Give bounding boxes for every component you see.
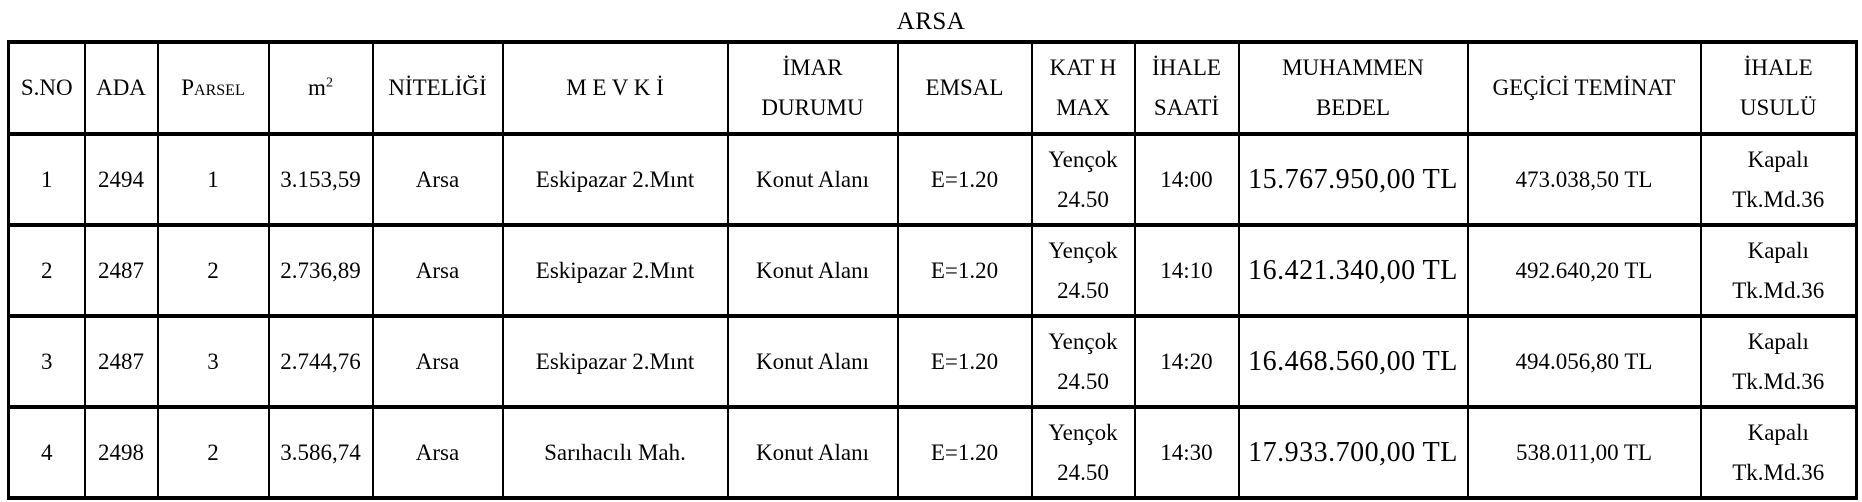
cell-mevki: Eskipazar 2.Mınt <box>503 225 728 316</box>
cell-m2: 3.153,59 <box>269 134 373 225</box>
cell-ada: 2494 <box>85 134 158 225</box>
cell-niteligi: Arsa <box>373 134 503 225</box>
cell-usul-line2: Tk.Md.36 <box>1732 186 1825 212</box>
col-header-imar-line2: DURUMU <box>761 95 864 120</box>
col-header-teminat-label: GEÇİCİ TEMİNAT <box>1492 75 1676 100</box>
cell-kat-h-max <box>1032 316 1135 407</box>
col-header-imar-durumu <box>728 42 898 134</box>
col-header-bedel-line2: BEDEL <box>1315 95 1391 120</box>
col-header-bedel-line1: MUHAMMEN <box>1282 55 1424 80</box>
cell-gecici-teminat: 494.056,80 TL <box>1468 316 1701 407</box>
cell-kat-line2: 24.50 <box>1057 186 1109 212</box>
cell-m2: 2.736,89 <box>269 225 373 316</box>
col-header-imar-line1: İMAR <box>782 55 843 80</box>
cell-usul-line2: Tk.Md.36 <box>1732 368 1825 394</box>
cell-parsel: 1 <box>158 134 269 225</box>
cell-kat-h-max <box>1032 407 1135 498</box>
col-header-m2-sup: 2 <box>325 75 333 91</box>
col-header-m2-label: m <box>308 75 326 100</box>
col-header-niteligi <box>373 42 503 134</box>
table-row <box>9 407 1857 498</box>
cell-kat-line1: Yençok <box>1048 419 1118 445</box>
cell-muhammen-bedel: 17.933.700,00 TL <box>1239 407 1468 498</box>
cell-ihale-usulu <box>1701 316 1857 407</box>
cell-usul-line1: Kapalı <box>1747 328 1809 354</box>
cell-mevki: Eskipazar 2.Mınt <box>503 134 728 225</box>
col-header-parsel <box>158 42 269 134</box>
col-header-niteligi-label: NİTELİĞİ <box>388 75 487 100</box>
cell-ada: 2498 <box>85 407 158 498</box>
col-header-kat-line1: KAT H <box>1049 55 1117 80</box>
cell-gecici-teminat: 473.038,50 TL <box>1468 134 1701 225</box>
col-header-mevki <box>503 42 728 134</box>
cell-muhammen-bedel: 16.468.560,00 TL <box>1239 316 1468 407</box>
cell-niteligi: Arsa <box>373 407 503 498</box>
cell-sno: 2 <box>9 225 85 316</box>
cell-usul-line2: Tk.Md.36 <box>1732 459 1825 485</box>
cell-ihale-saati: 14:10 <box>1135 225 1239 316</box>
col-header-parsel-label: Parsel <box>181 75 245 100</box>
cell-emsal: E=1.20 <box>898 407 1032 498</box>
cell-kat-line1: Yençok <box>1048 146 1118 172</box>
cell-kat-line2: 24.50 <box>1057 368 1109 394</box>
cell-ada: 2487 <box>85 225 158 316</box>
cell-ihale-usulu <box>1701 407 1857 498</box>
col-header-ada <box>85 42 158 134</box>
cell-imar-durumu: Konut Alanı <box>728 225 898 316</box>
table-row <box>9 225 1857 316</box>
cell-mevki: Eskipazar 2.Mınt <box>503 316 728 407</box>
col-header-kat-line2: MAX <box>1056 95 1110 120</box>
cell-kat-line2: 24.50 <box>1057 459 1109 485</box>
cell-usul-line2: Tk.Md.36 <box>1732 277 1825 303</box>
cell-imar-durumu: Konut Alanı <box>728 134 898 225</box>
cell-ihale-usulu <box>1701 225 1857 316</box>
cell-muhammen-bedel: 16.421.340,00 TL <box>1239 225 1468 316</box>
col-header-usul-line1: İHALE <box>1743 55 1813 80</box>
cell-usul-line1: Kapalı <box>1747 419 1809 445</box>
table-body <box>9 134 1857 498</box>
table-row <box>9 316 1857 407</box>
table-row <box>9 134 1857 225</box>
col-header-emsal-label: EMSAL <box>925 75 1004 100</box>
col-header-usul-line2: USULÜ <box>1739 95 1817 120</box>
col-header-mevki-label: M E V K İ <box>566 75 664 100</box>
cell-kat-h-max <box>1032 225 1135 316</box>
cell-m2: 3.586,74 <box>269 407 373 498</box>
cell-emsal: E=1.20 <box>898 316 1032 407</box>
col-header-sno-label: S.NO <box>20 75 73 100</box>
cell-ada: 2487 <box>85 316 158 407</box>
cell-m2: 2.744,76 <box>269 316 373 407</box>
cell-parsel: 2 <box>158 407 269 498</box>
cell-gecici-teminat: 492.640,20 TL <box>1468 225 1701 316</box>
cell-usul-line1: Kapalı <box>1747 237 1809 263</box>
col-header-ihale-saati <box>1135 42 1239 134</box>
col-header-ada-label: ADA <box>96 75 146 100</box>
col-header-saat-line2: SAATİ <box>1153 95 1220 120</box>
col-header-sno <box>9 42 85 134</box>
cell-kat-line1: Yençok <box>1048 328 1118 354</box>
cell-muhammen-bedel: 15.767.950,00 TL <box>1239 134 1468 225</box>
cell-usul-line1: Kapalı <box>1747 146 1809 172</box>
col-header-saat-line1: İHALE <box>1152 55 1221 80</box>
cell-emsal: E=1.20 <box>898 225 1032 316</box>
col-header-gecici-teminat <box>1468 42 1701 134</box>
cell-sno: 3 <box>9 316 85 407</box>
col-header-m2 <box>269 42 373 134</box>
cell-imar-durumu: Konut Alanı <box>728 316 898 407</box>
table-header <box>9 42 1857 134</box>
col-header-kat-h-max <box>1032 42 1135 134</box>
cell-ihale-saati: 14:00 <box>1135 134 1239 225</box>
col-header-muhammen-bedel <box>1239 42 1468 134</box>
cell-parsel: 3 <box>158 316 269 407</box>
cell-niteligi: Arsa <box>373 316 503 407</box>
cell-gecici-teminat: 538.011,00 TL <box>1468 407 1701 498</box>
cell-emsal: E=1.20 <box>898 134 1032 225</box>
cell-parsel: 2 <box>158 225 269 316</box>
col-header-ihale-usulu <box>1701 42 1857 134</box>
cell-kat-h-max <box>1032 134 1135 225</box>
cell-kat-line2: 24.50 <box>1057 277 1109 303</box>
cell-ihale-usulu <box>1701 134 1857 225</box>
cell-ihale-saati: 14:20 <box>1135 316 1239 407</box>
cell-niteligi: Arsa <box>373 225 503 316</box>
cell-sno: 4 <box>9 407 85 498</box>
cell-sno: 1 <box>9 134 85 225</box>
cell-kat-line1: Yençok <box>1048 237 1118 263</box>
cell-mevki: Sarıhacılı Mah. <box>503 407 728 498</box>
header-row <box>9 42 1857 134</box>
arsa-table <box>7 40 1858 500</box>
cell-imar-durumu: Konut Alanı <box>728 407 898 498</box>
cell-ihale-saati: 14:30 <box>1135 407 1239 498</box>
page-title: ARSA <box>896 8 966 35</box>
col-header-emsal <box>898 42 1032 134</box>
